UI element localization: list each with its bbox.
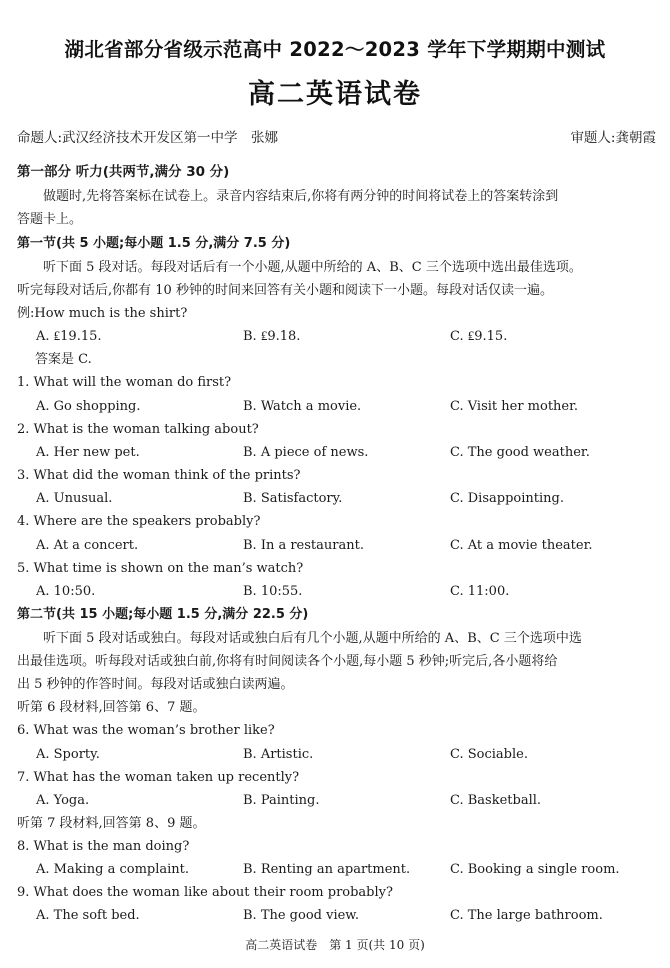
- question-6-option-c: C. Sociable.: [450, 747, 528, 762]
- example-option-c: C. ₤9.15.: [450, 329, 508, 344]
- question-8: 8. What is the man doing?: [17, 839, 190, 854]
- question-5-option-a: A. 10:50.: [36, 584, 96, 599]
- author-text: 命题人:武汉经济技术开发区第一中学 张娜: [17, 130, 279, 146]
- part1-instruction: 做题时,先将答案标在试卷上。录音内容结束后,你将有两分钟的时间将试卷上的答案转涂到: [17, 189, 559, 204]
- material-6-note: 听第 6 段材料,回答第 6、7 题。: [17, 700, 206, 715]
- question-7-option-c: C. Basketball.: [450, 793, 542, 808]
- question-9: 9. What does the woman like about their room probably?: [17, 885, 393, 900]
- question-4-option-c: C. At a movie theater.: [450, 538, 593, 553]
- question-4: 4. Where are the speakers probably?: [17, 514, 261, 529]
- question-1: 1. What will the woman do first?: [17, 375, 232, 390]
- question-1-option-b: B. Watch a movie.: [243, 399, 362, 414]
- example-answer: 答案是 C.: [22, 352, 92, 367]
- question-6-option-b: B. Artistic.: [243, 747, 314, 762]
- question-3-option-c: C. Disappointing.: [450, 491, 564, 506]
- question-5-option-b: B. 10:55.: [243, 584, 303, 599]
- part1-heading: 第一部分 听力(共两节,满分 30 分): [17, 164, 230, 180]
- question-2-option-c: C. The good weather.: [450, 445, 590, 460]
- question-8-option-a: A. Making a complaint.: [36, 862, 190, 877]
- question-9-option-b: B. The good view.: [243, 908, 360, 923]
- reviewer-text: 审题人:龚朝霞: [570, 130, 656, 146]
- question-7-option-b: B. Painting.: [243, 793, 320, 808]
- question-9-option-a: A. The soft bed.: [36, 908, 140, 923]
- page-footer: 高二英语试卷 第 1 页(共 10 页): [245, 938, 425, 952]
- section1-instruction: 听下面 5 段对话。每段对话后有一个小题,从题中所给的 A、B、C 三个选项中选出最佳选项。: [17, 260, 582, 275]
- exam-title: 湖北省部分省级示范高中 2022～2023 学年下学期期中测试: [64, 38, 606, 61]
- example-option-b: B. ₤9.18.: [243, 329, 301, 344]
- question-7-option-a: A. Yoga.: [36, 793, 90, 808]
- subject-title: 高二英语试卷: [248, 79, 422, 110]
- question-6-option-a: A. Sporty.: [36, 747, 100, 762]
- question-2-option-b: B. A piece of news.: [243, 445, 369, 460]
- author-line: [17, 126, 656, 146]
- question-8-option-c: C. Booking a single room.: [450, 862, 620, 877]
- part1-instruction-cont: 答题卡上。: [17, 212, 83, 227]
- question-3-option-a: A. Unusual.: [36, 491, 113, 506]
- section1-heading: 第一节(共 5 小题;每小题 1.5 分,满分 7.5 分): [17, 236, 291, 251]
- question-8-option-b: B. Renting an apartment.: [243, 862, 411, 877]
- example-question: 例:How much is the shirt?: [17, 306, 188, 321]
- section2-instruction-cont: 出最佳选项。听每段对话或独白前,你将有时间阅读各个小题,每小题 5 秒钟;听完后,各小题将给: [17, 654, 558, 669]
- question-5: 5. What time is shown on the man’s watch?: [17, 561, 304, 576]
- section2-instruction-end: 出 5 秒钟的作答时间。每段对话或独白读两遍。: [17, 677, 294, 692]
- question-1-option-c: C. Visit her mother.: [450, 399, 579, 414]
- question-4-option-b: B. In a restaurant.: [243, 538, 364, 553]
- material-7-note: 听第 7 段材料,回答第 8、9 题。: [17, 816, 206, 831]
- question-2: 2. What is the woman talking about?: [17, 422, 259, 437]
- section2-heading: 第二节(共 15 小题;每小题 1.5 分,满分 22.5 分): [17, 607, 309, 622]
- question-9-option-c: C. The large bathroom.: [450, 908, 603, 923]
- section2-instruction: 听下面 5 段对话或独白。每段对话或独白后有几个小题,从题中所给的 A、B、C 三个选项中选: [17, 631, 582, 646]
- example-option-a: A. ₤19.15.: [36, 329, 102, 344]
- question-4-option-a: A. At a concert.: [36, 538, 139, 553]
- question-2-option-a: A. Her new pet.: [36, 445, 140, 460]
- question-3: 3. What did the woman think of the prints?: [17, 468, 301, 483]
- question-5-option-c: C. 11:00.: [450, 584, 510, 599]
- section1-instruction-cont: 听完每段对话后,你都有 10 秒钟的时间来回答有关小题和阅读下一小题。每段对话仅读一遍。: [17, 283, 553, 298]
- question-3-option-b: B. Satisfactory.: [243, 491, 343, 506]
- question-1-option-a: A. Go shopping.: [36, 399, 141, 414]
- question-7: 7. What has the woman taken up recently?: [17, 770, 300, 785]
- question-6: 6. What was the woman’s brother like?: [17, 723, 275, 738]
